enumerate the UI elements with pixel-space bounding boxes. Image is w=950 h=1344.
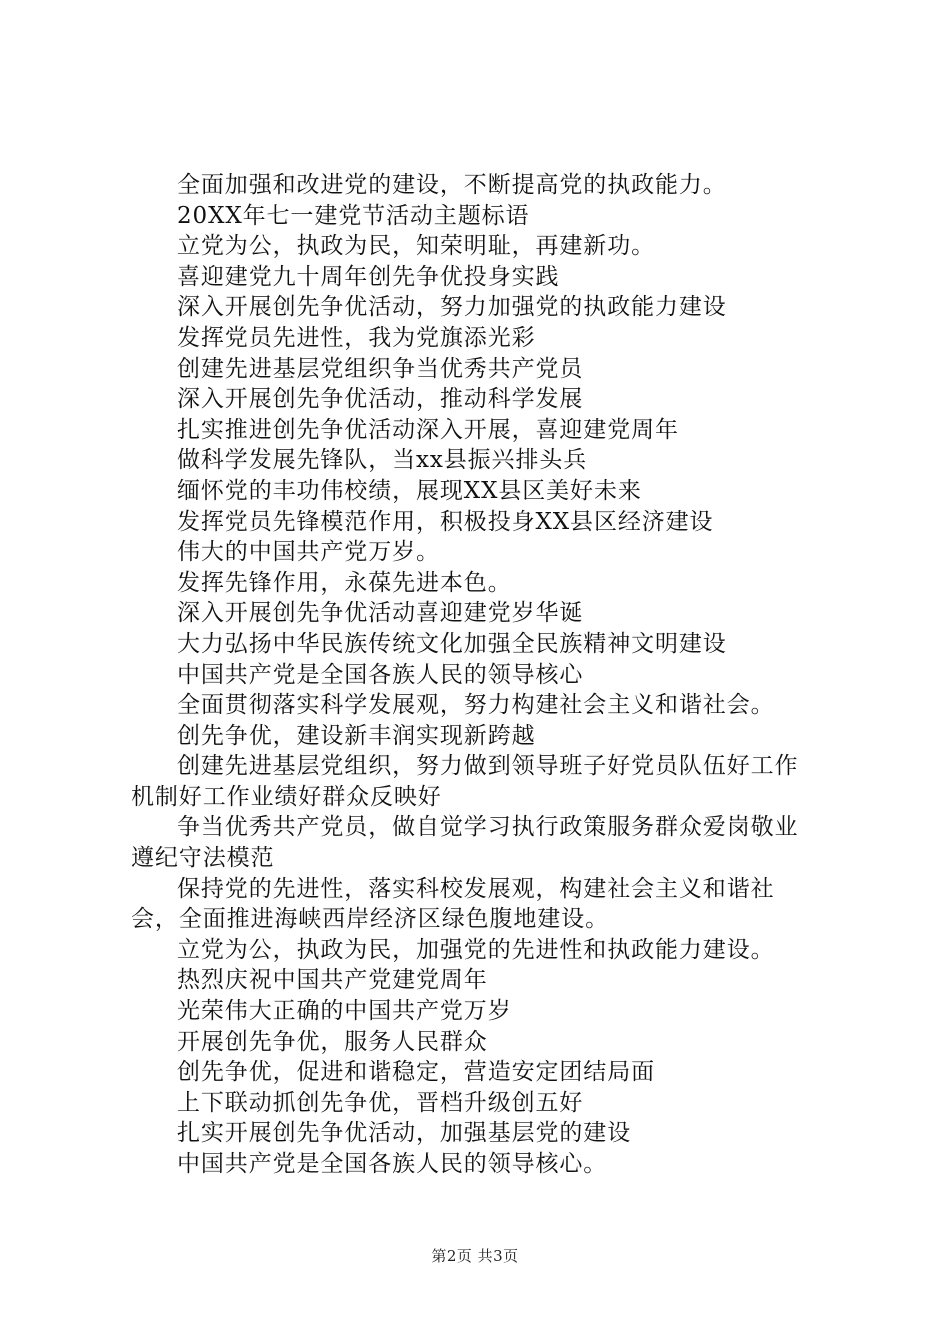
paragraph: 全面贯彻落实科学发展观，努力构建社会主义和谐社会。 (177, 692, 775, 719)
paragraph: 深入开展创先争优活动喜迎建党岁华诞 (177, 600, 584, 627)
paragraph: 创先争优，促进和谐稳定，营造安定团结局面 (177, 1059, 655, 1086)
paragraph: 立党为公，执政为民，加强党的先进性和执政能力建设。 (177, 936, 775, 963)
paragraph: 创建先进基层党组织争当优秀共产党员 (177, 355, 584, 382)
paragraph: 争当优秀共产党员，做自觉学习执行政策服务群众爱岗敬业遵纪守法模范 (131, 814, 799, 872)
paragraph: 中国共产党是全国各族人民的领导核心。 (177, 1151, 608, 1177)
paragraph: 立党为公，执政为民，知荣明耻，再建新功。 (177, 233, 655, 260)
paragraph: 开展创先争优，服务人民群众 (177, 1028, 488, 1055)
paragraph: 伟大的中国共产党万岁。 (177, 539, 440, 566)
paragraph: 深入开展创先争优活动，努力加强党的执政能力建设 (177, 294, 727, 321)
paragraph: 大力弘扬中华民族传统文化加强全民族精神文明建设 (177, 630, 727, 657)
paragraph: 发挥党员先锋模范作用，积极投身XX县区经济建设 (177, 508, 714, 535)
paragraph: 扎实推进创先争优活动深入开展，喜迎建党周年 (177, 416, 679, 443)
paragraph: 中国共产党是全国各族人民的领导核心 (177, 661, 584, 688)
paragraph: 保持党的先进性，落实科校发展观，构建社会主义和谐社会，全面推进海峡西岸经济区绿色腹地建设。 (131, 875, 775, 933)
paragraph: 喜迎建党九十周年创先争优投身实践 (177, 263, 560, 290)
page-number-footer: 第2页 共3页 (431, 1247, 519, 1265)
paragraph: 深入开展创先争优活动，推动科学发展 (177, 386, 584, 413)
paragraph: 热烈庆祝中国共产党建党周年 (177, 967, 488, 994)
paragraph: 做科学发展先锋队，当xx县振兴排头兵 (177, 447, 588, 474)
paragraph: 光荣伟大正确的中国共产党万岁 (177, 998, 512, 1025)
paragraph: 20XX年七一建党节活动主题标语 (177, 202, 530, 229)
paragraph: 发挥党员先进性，我为党旗添光彩 (177, 324, 536, 351)
paragraph: 创先争优，建设新丰润实现新跨越 (177, 722, 536, 749)
paragraph: 扎实开展创先争优活动，加强基层党的建设 (177, 1120, 632, 1147)
document-body (131, 170, 816, 1180)
paragraph: 创建先进基层党组织，努力做到领导班子好党员队伍好工作机制好工作业绩好群众反映好 (131, 753, 799, 810)
paragraph: 发挥先锋作用，永葆先进本色。 (177, 569, 512, 596)
paragraph: 全面加强和改进党的建设，不断提高党的执政能力。 (177, 172, 727, 198)
paragraph: 缅怀党的丰功伟校绩，展现XX县区美好未来 (177, 477, 642, 504)
paragraph: 上下联动抓创先争优，晋档升级创五好 (177, 1089, 584, 1116)
